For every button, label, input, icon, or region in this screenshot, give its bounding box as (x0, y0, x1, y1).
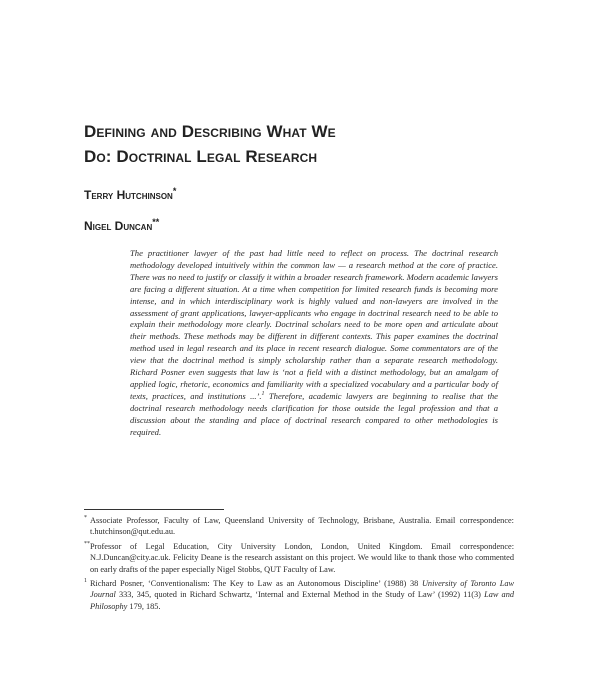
abstract (130, 248, 498, 439)
footnote-3-journal-a: University of Toronto Law Journal (90, 579, 514, 600)
footnote-1-mark: * (84, 515, 87, 521)
title-line-1: Defining and Describing What We (84, 122, 336, 141)
footnote-3-journal-b: Law and Philosophy (90, 590, 514, 611)
footnote-3 (84, 578, 514, 612)
footnotes (84, 515, 514, 615)
footnote-2 (84, 541, 514, 575)
author-2-name: Nigel Duncan (84, 219, 153, 233)
abstract-footnote-ref: 1 (261, 391, 265, 398)
author-1-footnote-mark: * (172, 186, 177, 196)
author-2-footnote-mark: ** (152, 217, 160, 227)
footnote-3-text-b: 333, 345, quoted in Richard Schwartz, ‘Internal and External Method in the Study of Law’ (1992) 11(3) (115, 590, 485, 600)
footnote-2-mark: ** (84, 540, 90, 547)
title-line-2: Do: Doctrinal Legal Research (84, 147, 318, 166)
abstract-conclusion: Therefore, academic lawyers are beginning to realise that the doctrinal research methodology needs clarification for those outside the legal profession and that a discussion about the standing and place of doctrinal research compared to other methodologies is required. (130, 390, 498, 437)
abstract-body: The practitioner lawyer of the past had little need to reflect on process. The doctrinal research methodology developed intuitively within the common law — a research method at the core of practice. There was no need to justify or classify it within a broader research framework. Modern academic lawyers are facing a different situation. At a time when competition for limited research funds is becoming more intense, and in which interdisciplinary work is highly valued and non-lawyers are involved in the assessment of grant applications, lawyer-applicants who engage in doctrinal research need to be able to explain their methodology more clearly. Doctrinal scholars need to be more open and articulate about their methods. These methods may be different in different contexts. This paper examines the doctrinal method used in legal research and its place in recent research dialogue. Some commentators are of the view that the doctrinal method is simply scholarship rather than a separate research methodology. Richard Posner even suggests that law is ‘not a field with a distinct methodology, but an amalgam of applied logic, rhetoric, economics and familiarity with a specialized vocabulary and a particular body of texts, practices, and institutions ...’. (130, 248, 498, 401)
paper-title (84, 119, 514, 169)
footnote-2-text: Professor of Legal Education, City University London, London, United Kingdom. Email correspondence: N.J.Duncan@city.ac.uk. Felicity Deane is the research assistant on this project. We would like to thank those who commented on early drafts of the paper especially Nigel Stobbs, QUT Faculty of Law. (90, 541, 514, 574)
footnote-3-mark: 1 (84, 578, 87, 585)
footnote-1-text: Associate Professor, Faculty of Law, Queensland University of Technology, Brisbane, Australia. Email correspondence: t.hutchinson@qut.edu.au. (90, 516, 514, 537)
author-1-name: Terry Hutchinson (84, 188, 173, 202)
footnote-separator (84, 509, 224, 510)
author-2 (84, 219, 159, 233)
footnote-3-text-c: 179, 185. (127, 601, 161, 611)
author-1 (84, 188, 176, 202)
footnote-1 (84, 515, 514, 538)
footnote-3-text-a: Richard Posner, ‘Conventionalism: The Key to Law as an Autonomous Discipline’ (1988) 38 (90, 579, 422, 589)
